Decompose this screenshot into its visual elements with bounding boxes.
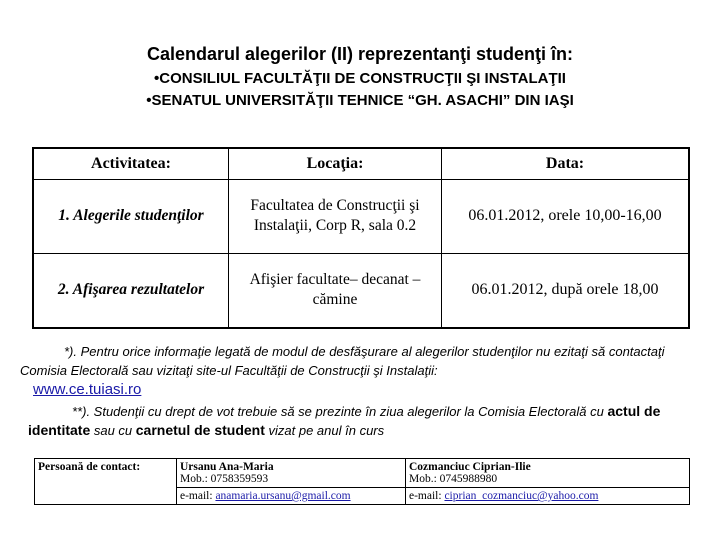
column-header-location: Locaţia: — [229, 148, 442, 180]
email-link[interactable]: ciprian_cozmanciuc@yahoo.com — [444, 490, 599, 502]
contact-name: Cozmanciuc Ciprian-Ilie — [409, 461, 531, 473]
note-text: vizat pe anul în curs — [264, 423, 385, 438]
location-line: Afişier facultate– decanat – — [249, 270, 421, 288]
note-bold-text: carnetul de student — [135, 422, 265, 438]
contact-email-cell — [406, 488, 690, 505]
date-cell: 06.01.2012, orele 10,00-16,00 — [442, 180, 690, 254]
note-text: sau cu — [90, 423, 136, 438]
date-cell: 06.01.2012, după orele 18,00 — [442, 253, 690, 328]
note-text: **). Studenţii cu drept de vot trebuie să se prezinte în ziua alegerilor la Comisia Electorală cu — [72, 404, 608, 419]
table-row — [33, 253, 689, 328]
email-label: e-mail: — [409, 490, 445, 502]
contact-email-cell — [177, 488, 406, 505]
location-line: cămine — [312, 291, 358, 309]
schedule-header-row — [33, 148, 689, 180]
page-title: Calendarul alegerilor (II) reprezentanţi studenţi în: — [146, 44, 574, 64]
contacts-table — [34, 458, 690, 505]
contact-name: Ursanu Ana-Maria — [180, 461, 274, 473]
column-header-date: Data: — [442, 148, 690, 180]
contact-label: Persoană de contact: — [35, 459, 177, 505]
contact-person-cell — [406, 459, 690, 488]
subtitle-faculty-council: •CONSILIUL FACULTĂŢII DE CONSTRUCŢII ŞI INSTALAŢII — [154, 70, 566, 87]
contact-person-cell — [177, 459, 406, 488]
activity-cell: 2. Afişarea rezultatelor — [33, 253, 229, 328]
note-bold-text: actul de identitate — [28, 403, 661, 438]
table-row — [33, 180, 689, 254]
email-link[interactable]: anamaria.ursanu@gmail.com — [215, 490, 351, 502]
location-cell — [229, 180, 442, 254]
location-line: Facultatea de Construcţii şi — [250, 196, 420, 214]
website-link[interactable]: www.ce.tuiasi.ro — [33, 381, 142, 398]
table-row — [35, 459, 690, 488]
note-voting-requirements — [28, 402, 718, 440]
note-contact-info: *). Pentru orice informaţie legată de modul de desfăşurare al alegerilor studenţilor nu ezitaţi să contactaţi Comisia Electorală sau vizitaţi site-ul Facultăţii de Construcţii şi Instalaţii: — [20, 344, 665, 378]
location-line: Instalaţii, Corp R, sala 0.2 — [253, 217, 417, 235]
contact-mobile: Mob.: 0745988980 — [409, 473, 498, 485]
email-label: e-mail: — [180, 490, 216, 502]
column-header-activity: Activitatea: — [33, 148, 229, 180]
contact-mobile: Mob.: 0758359593 — [180, 473, 269, 485]
activity-cell: 1. Alegerile studenţilor — [33, 180, 229, 254]
location-cell — [229, 253, 442, 328]
subtitle-university-senate: •SENATUL UNIVERSITĂŢII TEHNICE “GH. ASACHI” DIN IAŞI — [146, 92, 574, 109]
schedule-table — [32, 147, 690, 329]
